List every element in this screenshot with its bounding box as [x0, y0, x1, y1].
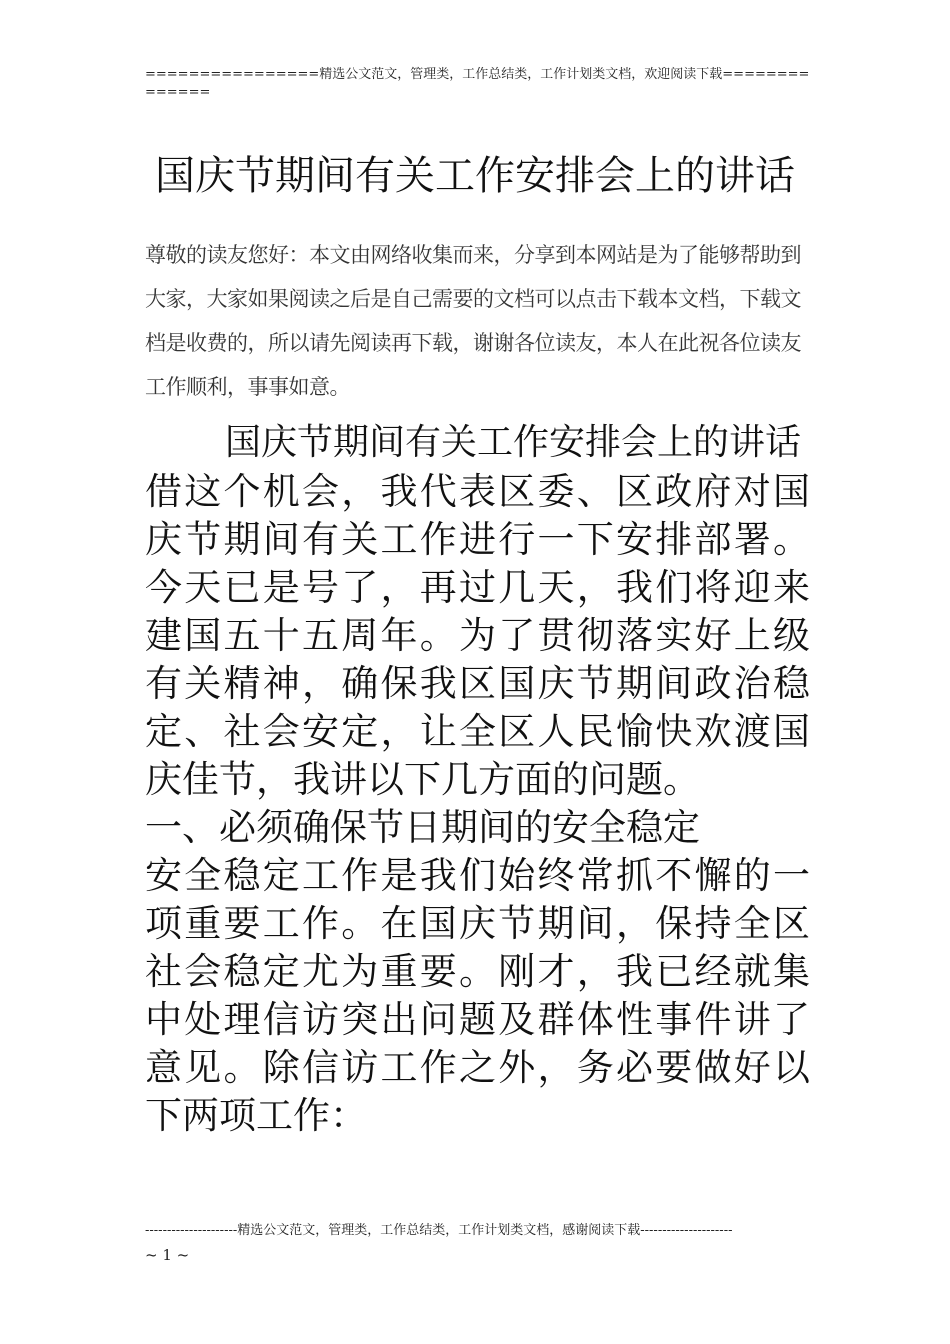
document-body: [145, 420, 810, 1140]
intro-paragraph: 借这个机会，我代表区委、区政府对国庆节期间有关工作进行一下安排部署。今天已是号了，再过几天，我们将迎来建国五十五周年。为了贯彻落实好上级有关精神，确保我区国庆节期间政治稳定、社会安定，让全区人民愉快欢渡国庆佳节，我讲以下几方面的问题。: [145, 470, 810, 801]
document-title: 国庆节期间有关工作安排会上的讲话: [155, 152, 795, 199]
reader-notice: 尊敬的读友您好：本文由网络收集而来，分享到本网站是为了能够帮助到大家，大家如果阅读之后是自己需要的文档可以点击下载本文档，下载文档是收费的，所以请先阅读再下载，谢谢各位读友，本人在此祝各位读友工作顺利，事事如意。: [145, 243, 801, 399]
header-banner: ================精选公文范文，管理类，工作总结类，工作计划类文档，欢迎阅读下载==============: [145, 67, 810, 100]
section-paragraph: 安全稳定工作是我们始终常抓不懈的一项重要工作。在国庆节期间，保持全区社会稳定尤为重要。刚才，我已经就集中处理信访突出问题及群体性事件讲了意见。除信访工作之外，务必要做好以下两项工作：: [145, 854, 810, 1137]
document-subtitle: 国庆节期间有关工作安排会上的讲话: [225, 422, 802, 463]
section-heading: 一、必须确保节日期间的安全稳定: [145, 806, 700, 849]
page-number: ~ 1 ~: [145, 1246, 190, 1264]
footer-banner: ---------------------精选公文范文，管理类，工作总结类，工作计划类文档，感谢阅读下载---------------------: [145, 1223, 733, 1238]
